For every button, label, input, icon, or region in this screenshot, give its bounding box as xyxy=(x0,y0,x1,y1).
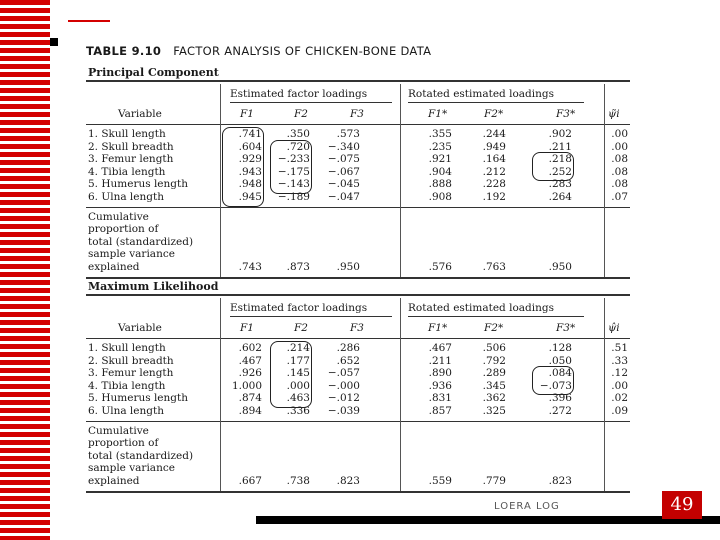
table-cell: .050 xyxy=(548,354,572,367)
column-separator xyxy=(400,84,401,277)
table-cell: .894 xyxy=(238,405,262,417)
table-cell: .467 xyxy=(428,342,452,354)
rule xyxy=(408,102,584,103)
table-cell: .350 xyxy=(286,128,310,140)
table-cell: .272 xyxy=(548,405,572,417)
section-title: Maximum Likelihood xyxy=(88,280,219,293)
table-cell: .084 xyxy=(548,367,572,380)
table-cell: .720 xyxy=(286,140,310,153)
row-variable: 2. Skull breadth xyxy=(88,354,174,367)
rule xyxy=(86,421,630,422)
cumulative-label: proportion of xyxy=(88,223,159,236)
column-header: F1* xyxy=(428,322,448,334)
cumulative-label: Cumulative xyxy=(88,210,149,223)
table-cell: .00 xyxy=(611,128,628,140)
table-cell: .345 xyxy=(482,379,506,392)
table-caption: FACTOR ANALYSIS OF CHICKEN-BONE DATA xyxy=(173,44,432,58)
row-variable: 3. Femur length xyxy=(88,367,174,380)
table-cell: .652 xyxy=(336,354,360,367)
column-separator xyxy=(220,298,221,491)
column-header: F2* xyxy=(484,108,504,120)
table-cell: .355 xyxy=(428,128,452,140)
cumulative-label: explained xyxy=(88,261,140,273)
row-variable: 6. Ulna length xyxy=(88,191,164,203)
table-cell: .888 xyxy=(428,178,452,191)
table-cell: .02 xyxy=(611,392,628,405)
row-variable: 5. Humerus length xyxy=(88,392,188,405)
rule xyxy=(86,294,630,296)
bottom-black-bar xyxy=(256,516,720,524)
cumulative-label: total (standardized) xyxy=(88,235,194,248)
table-cell: .286 xyxy=(336,342,360,354)
rule xyxy=(408,316,584,317)
table-cell: −.189 xyxy=(277,191,310,203)
table-cell: −.000 xyxy=(327,379,360,392)
group-heading-estimated: Estimated factor loadings xyxy=(230,88,368,100)
column-header: F3* xyxy=(556,322,576,334)
table-cell: .12 xyxy=(611,367,628,380)
table-cell: .235 xyxy=(428,140,452,153)
row-variable: 4. Tibia length xyxy=(88,379,166,392)
group-heading-rotated: Rotated estimated loadings xyxy=(408,302,554,314)
table-cell: .936 xyxy=(428,379,452,392)
table-cell: .949 xyxy=(482,140,506,153)
table-cell: −.075 xyxy=(327,153,360,166)
cumulative-value: .738 xyxy=(286,475,310,487)
table-title xyxy=(86,44,431,58)
table-cell: .264 xyxy=(548,191,572,203)
row-variable: 3. Femur length xyxy=(88,153,174,166)
column-header: F1 xyxy=(240,322,254,334)
table-cell: .51 xyxy=(611,342,628,354)
row-variable: 2. Skull breadth xyxy=(88,140,174,153)
table-cell: −.047 xyxy=(327,191,360,203)
column-separator xyxy=(604,84,605,277)
cumulative-value: .823 xyxy=(336,475,360,487)
table-cell: .228 xyxy=(482,178,506,191)
table-cell: −.233 xyxy=(277,153,310,166)
table-cell: −.073 xyxy=(539,379,572,392)
highlight-oval xyxy=(532,366,574,395)
column-separator xyxy=(220,84,221,277)
table-cell: .211 xyxy=(548,140,572,153)
rule xyxy=(86,338,630,339)
table-cell: .283 xyxy=(548,178,572,191)
section-title: Principal Component xyxy=(88,66,219,79)
rule xyxy=(86,80,630,82)
table-cell: .08 xyxy=(611,178,628,191)
table-cell: .573 xyxy=(336,128,360,140)
table-cell: −.340 xyxy=(327,140,360,153)
highlight-oval xyxy=(222,127,264,207)
table-cell: −.045 xyxy=(327,178,360,191)
rule xyxy=(86,277,630,279)
table-cell: .08 xyxy=(611,165,628,178)
rule xyxy=(86,124,630,125)
cumulative-label: sample variance xyxy=(88,462,175,475)
table-cell: .244 xyxy=(482,128,506,140)
table-cell: −.175 xyxy=(277,165,310,178)
cumulative-label: explained xyxy=(88,475,140,487)
table-cell: .921 xyxy=(428,153,452,166)
column-separator xyxy=(400,298,401,491)
table-cell: .252 xyxy=(548,165,572,178)
table-cell: .463 xyxy=(286,392,310,405)
table-cell: .904 xyxy=(428,165,452,178)
table-cell: .902 xyxy=(548,128,572,140)
table-cell: .177 xyxy=(286,354,310,367)
factor-analysis-table xyxy=(78,40,630,490)
bullet-square xyxy=(50,38,58,46)
table-cell: .467 xyxy=(238,354,262,367)
table-cell: .218 xyxy=(548,153,572,166)
table-cell: .506 xyxy=(482,342,506,354)
variable-header: Variable xyxy=(118,322,162,334)
cumulative-value: .559 xyxy=(428,475,452,487)
table-cell: .336 xyxy=(286,405,310,417)
column-header: F3 xyxy=(350,322,364,334)
table-cell: .396 xyxy=(548,392,572,405)
table-cell: .33 xyxy=(611,354,628,367)
row-variable: 4. Tibia length xyxy=(88,165,166,178)
page-number: 49 xyxy=(662,491,702,519)
table-cell: .792 xyxy=(482,354,506,367)
cumulative-value: .743 xyxy=(238,261,262,273)
column-header: F3 xyxy=(350,108,364,120)
table-cell: .211 xyxy=(428,354,452,367)
table-cell: −.039 xyxy=(327,405,360,417)
table-cell: .000 xyxy=(286,379,310,392)
table-cell: .289 xyxy=(482,367,506,380)
cumulative-label: sample variance xyxy=(88,248,175,261)
table-cell: .604 xyxy=(238,140,262,153)
table-cell: .874 xyxy=(238,392,262,405)
rule xyxy=(230,102,392,103)
table-cell: .741 xyxy=(238,128,262,140)
table-cell: .08 xyxy=(611,153,628,166)
column-header: F3* xyxy=(556,108,576,120)
table-cell: .929 xyxy=(238,153,262,166)
row-variable: 1. Skull length xyxy=(88,128,166,140)
column-header: F2* xyxy=(484,322,504,334)
column-header: F2 xyxy=(294,108,308,120)
table-cell: .857 xyxy=(428,405,452,417)
table-cell: .212 xyxy=(482,165,506,178)
table-cell: −.012 xyxy=(327,392,360,405)
highlight-oval xyxy=(532,152,574,181)
row-variable: 1. Skull length xyxy=(88,342,166,354)
table-cell: −.057 xyxy=(327,367,360,380)
table-cell: −.143 xyxy=(277,178,310,191)
variable-header: Variable xyxy=(118,108,162,120)
table-cell: .948 xyxy=(238,178,262,191)
cumulative-label: total (standardized) xyxy=(88,449,194,462)
table-cell: .214 xyxy=(286,342,310,354)
table-cell: .07 xyxy=(611,191,628,203)
table-cell: −.067 xyxy=(327,165,360,178)
column-header: F2 xyxy=(294,322,308,334)
row-variable: 6. Ulna length xyxy=(88,405,164,417)
cumulative-value: .576 xyxy=(428,261,452,273)
table-cell: .00 xyxy=(611,140,628,153)
column-separator xyxy=(604,298,605,491)
top-red-rule xyxy=(68,20,110,22)
table-cell: .145 xyxy=(286,367,310,380)
rule xyxy=(86,491,630,493)
footer-text: LOERA LOG xyxy=(494,501,560,512)
table-cell: .943 xyxy=(238,165,262,178)
table-cell: .831 xyxy=(428,392,452,405)
table-cell: .09 xyxy=(611,405,628,417)
column-header: ψ̂i xyxy=(608,322,620,334)
table-label: TABLE 9.10 xyxy=(86,44,162,58)
column-header: ψ̃i xyxy=(608,108,620,120)
table-cell: .164 xyxy=(482,153,506,166)
cumulative-label: proportion of xyxy=(88,437,159,450)
table-cell: .602 xyxy=(238,342,262,354)
cumulative-label: Cumulative xyxy=(88,424,149,437)
table-cell: .128 xyxy=(548,342,572,354)
table-cell: .325 xyxy=(482,405,506,417)
row-variable: 5. Humerus length xyxy=(88,178,188,191)
cumulative-value: .823 xyxy=(548,475,572,487)
table-cell: .00 xyxy=(611,379,628,392)
red-striped-band xyxy=(0,0,50,540)
table-cell: .890 xyxy=(428,367,452,380)
table-cell: .945 xyxy=(238,191,262,203)
table-cell: .926 xyxy=(238,367,262,380)
table-cell: .362 xyxy=(482,392,506,405)
table-cell: 1.000 xyxy=(231,379,262,392)
cumulative-value: .950 xyxy=(336,261,360,273)
table-cell: .192 xyxy=(482,191,506,203)
cumulative-value: .873 xyxy=(286,261,310,273)
column-header: F1* xyxy=(428,108,448,120)
highlight-oval xyxy=(270,341,312,408)
rule xyxy=(230,316,392,317)
cumulative-value: .763 xyxy=(482,261,506,273)
rule xyxy=(86,207,630,208)
group-heading-rotated: Rotated estimated loadings xyxy=(408,88,554,100)
cumulative-value: .950 xyxy=(548,261,572,273)
group-heading-estimated: Estimated factor loadings xyxy=(230,302,368,314)
highlight-oval xyxy=(270,140,312,194)
table-cell: .908 xyxy=(428,191,452,203)
cumulative-value: .779 xyxy=(482,475,506,487)
column-header: F1 xyxy=(240,108,254,120)
cumulative-value: .667 xyxy=(238,475,262,487)
